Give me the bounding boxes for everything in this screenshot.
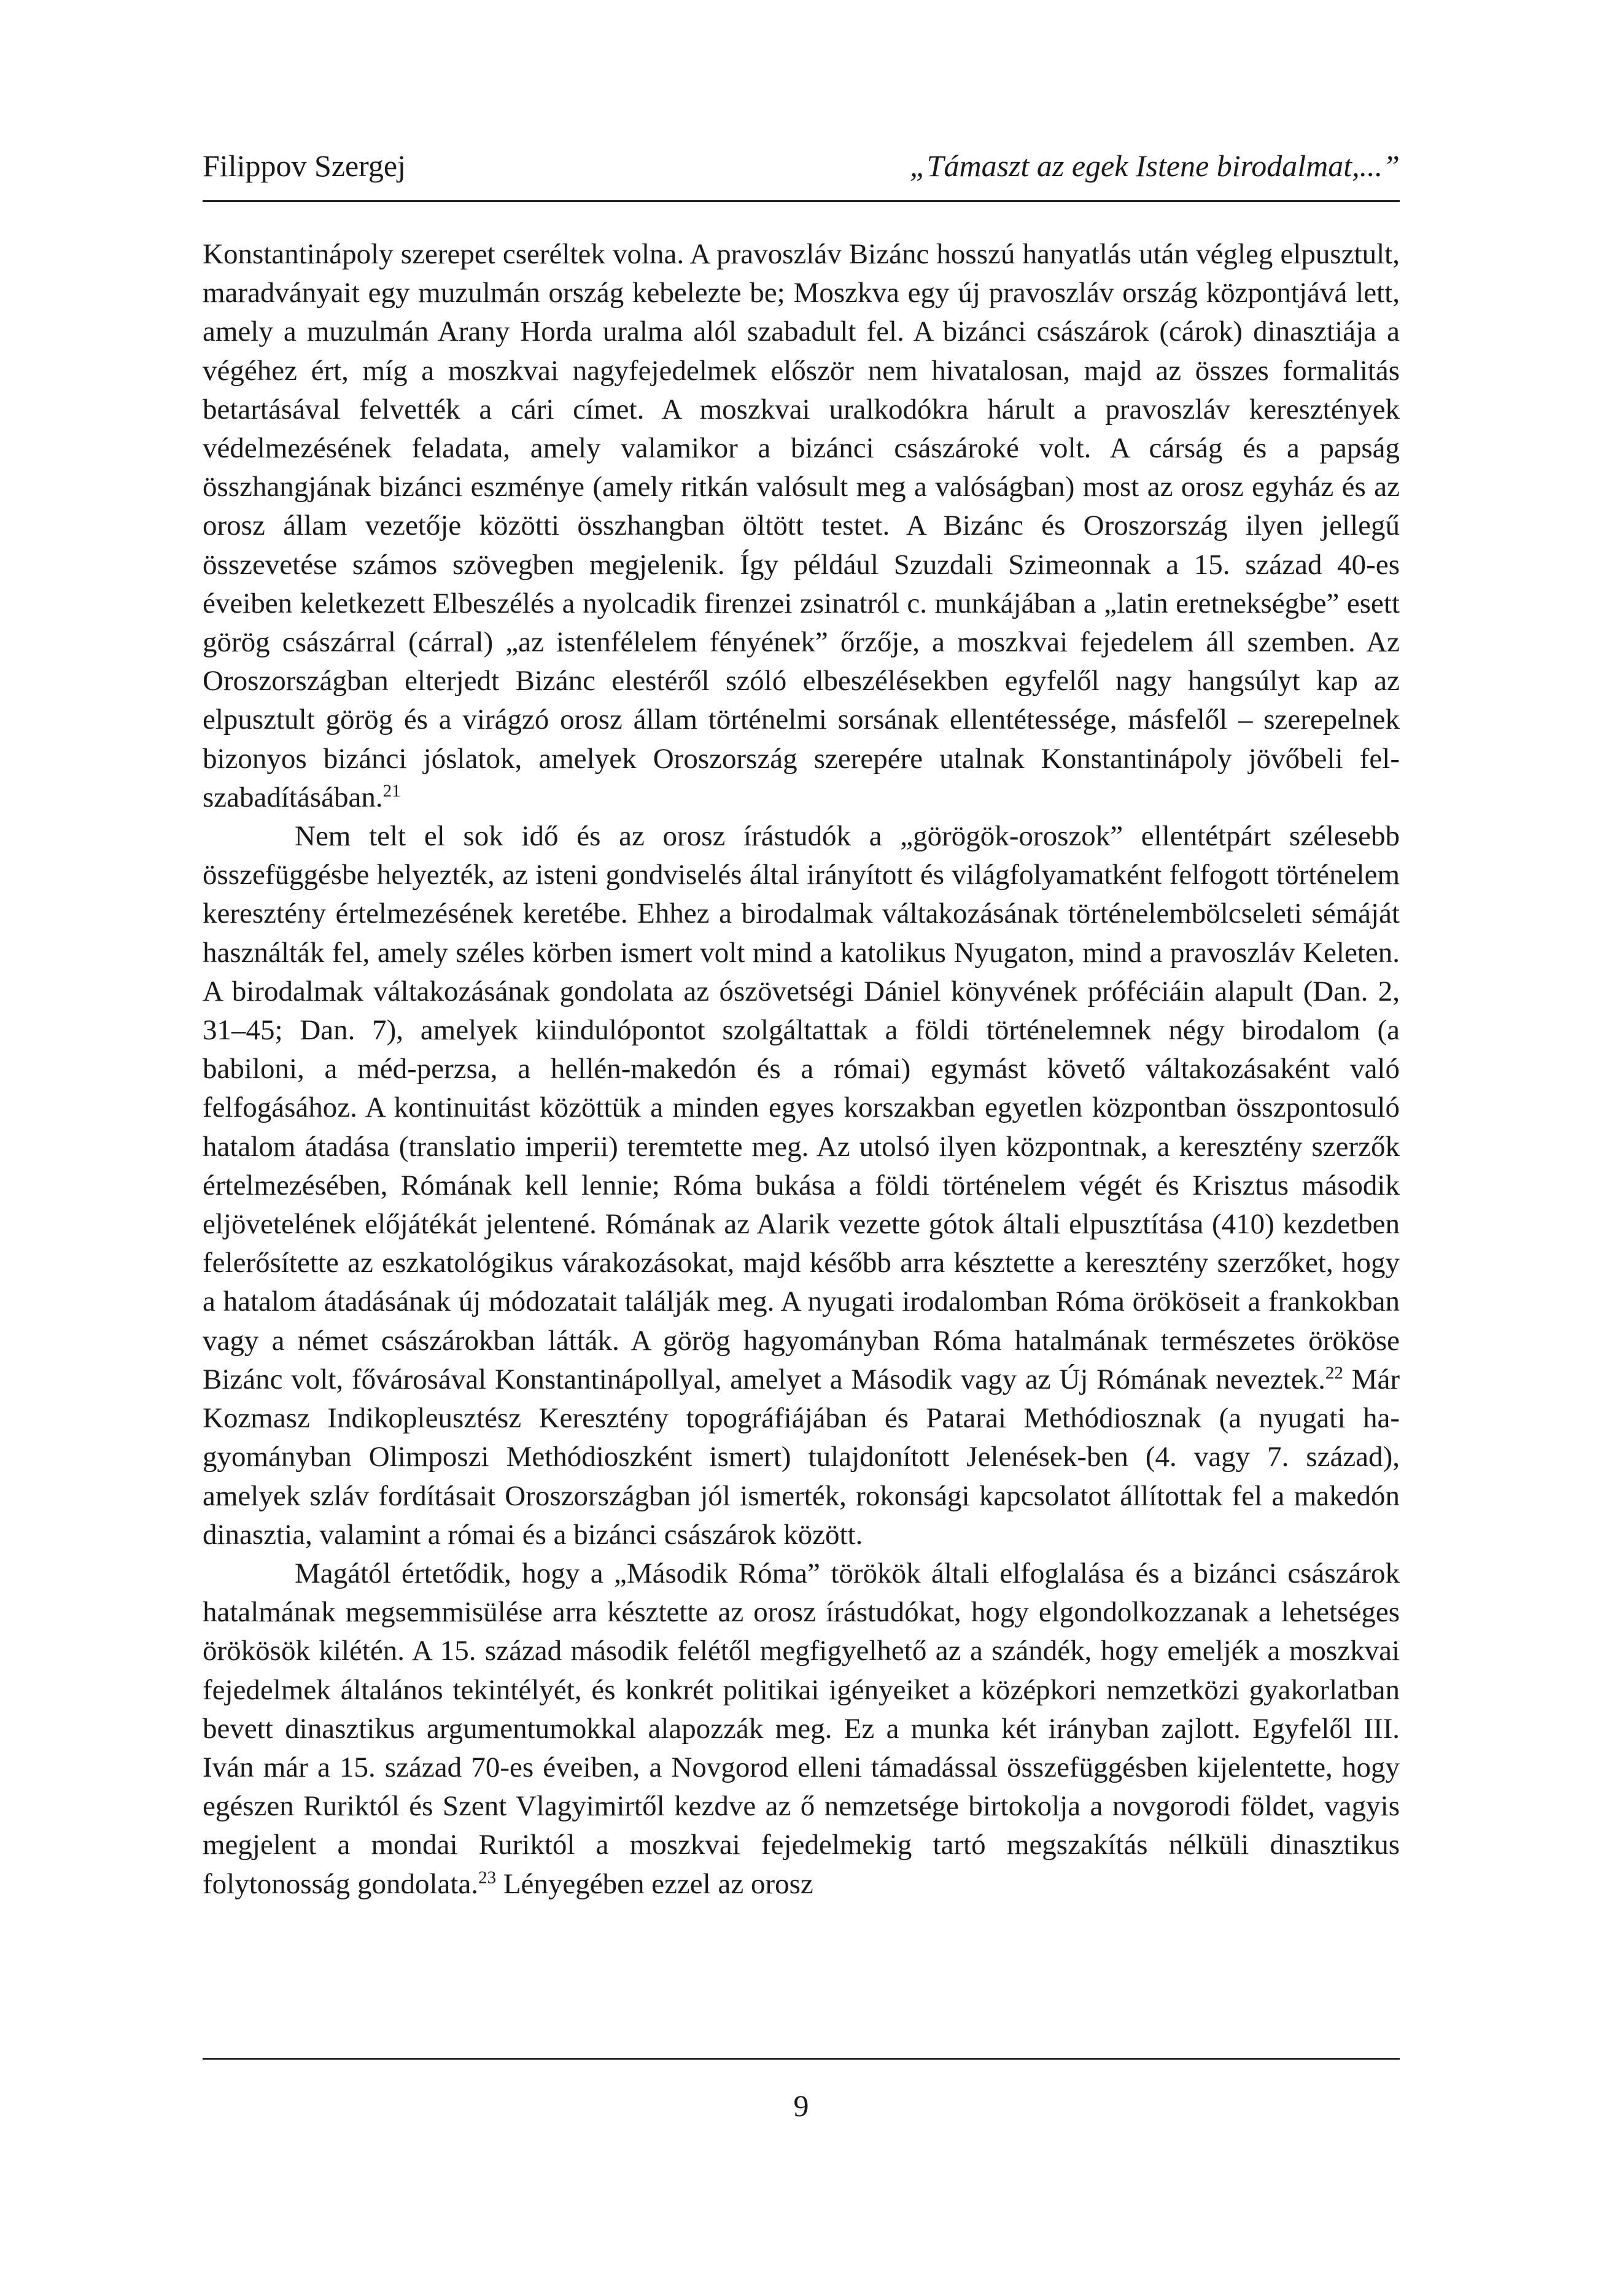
running-header <box>203 141 1400 190</box>
paragraph-2 <box>203 817 1400 1554</box>
paragraph-text-continued: Lényegében ezzel az orosz <box>496 1867 813 1900</box>
header-author: Filippov Szergej <box>203 149 406 183</box>
paragraph-text: Konstantinápoly szerepet cseréltek volna. A pravoszláv Bizánc hosszú hanyatlás után végleg elpusztult, maradványait egy muzulmán ország kebelezte be; Moszkva egy új pravoszláv ország központjává lett, amely a muzulmán Arany Horda uralma alól szabadult fel. A bizánci császárok (cárok) dinasztiája a végéhez ért, míg a moszkvai nagyfejedelmek először nem hivatalosan, majd az összes formalitás betartásával felvették a cári címet. A moszkvai uralkodókra hárult a pravoszláv keresztények védelmezésének feladata, amely valamikor a bizánci császároké volt. A cárság és a papság összhangjának bizánci eszménye (amely ritkán valósult meg a valóságban) most az orosz egyház és az orosz állam vezetője közötti összhangban öltött testet. A Bizánc és Oroszország ilyen jellegű összevetése számos szövegben megjelenik. Így például Szuzdali Szimeonnak a 15. század 40-es éveiben keletkezett Elbeszélés a nyolcadik firenzei zsinatról c. munkájában a „latin eretnekségbe” esett görög császárral (cárral) „az istenfélelem fényének” őrzője, a moszkvai fejedelem áll szemben. Az Oroszországban elterjedt Bizánc elestéről szóló elbeszélésekben egyfelől nagy hangsúlyt kap az elpusztult görög és a virágzó orosz állam történelmi sorsának ellentétessége, másfelől – szerepelnek bizonyos bizánci jóslatok, amelyek Oroszország szerepére utalnak Konstantinápoly jövőbeli felszabadításában. <box>203 238 1400 813</box>
paragraph-text-continued: Már Kozmasz Indikopleusztész Keresztény topográfiájában és Patarai Methódiosznak (a nyugati hagyományban Olimposzi Methódioszként ismert) tulajdonított Jelenések-ben (4. vagy 7. század), amelyek szláv fordításait Oroszországban jól ismerték, rokonsági kapcsolatot állítottak fel a makedón dinasztia, valamint a római és a bizánci császárok között. <box>203 1363 1400 1551</box>
body-text <box>203 235 1400 1904</box>
footnote-ref: 21 <box>382 781 401 801</box>
paragraph-text: Nem telt el sok idő és az orosz írástudók a „görögök-oroszok” ellentétpárt szélesebb összefüggésbe helyezték, az isteni gondviselés által irányított és világfolyamatként felfogott történelem keresztény értelmezésének keretébe. Ehhez a birodalmak váltakozásának történelembölcseleti sémáját használták fel, amely széles körben ismert volt mind a katolikus Nyugaton, mind a pravoszláv Keleten. A birodalmak váltakozásának gondolata az ószövetségi Dániel könyvének próféciáin alapult (Dan. 2, 31–45; Dan. 7), amelyek kiindulópontot szolgáltattak a földi történelemnek négy birodalom (a babiloni, a méd-perzsa, a hellén-makedón és a római) egymást követő váltakozásaként való felfogásához. A kontinuitást közöttük a minden egyes korszakban egyetlen központban összpontosuló hatalom átadása (translatio imperii) teremtette meg. Az utolsó ilyen központnak, a keresztény szerzők értelmezésében, Rómának kell lennie; Róma bukása a földi történelem végét és Krisztus második eljövetelének előjátékát jelentené. Rómának az Alarik vezette gótok általi elpusztítása (410) kezdetben felerősítette az eszkatológikus várakozásokat, majd később arra késztette a keresztény szerzőket, hogy a hatalom átadásának új módozatait találják meg. A nyugati irodalomban Róma örököseit a frankokban vagy a német császárokban látták. A görög hagyományban Róma hatalmának természetes örököse Bizánc volt, fővárosával Konstantinápollyal, amelyet a Második vagy az Új Rómának neveztek. <box>203 820 1400 1395</box>
page-number: 9 <box>793 2089 809 2123</box>
footnote-ref: 22 <box>1325 1363 1343 1383</box>
paragraph-1 <box>203 235 1400 817</box>
paragraph-3 <box>203 1554 1400 1904</box>
footer-rule <box>203 2058 1400 2060</box>
footnote-ref: 23 <box>478 1867 497 1887</box>
header-rule <box>203 200 1400 202</box>
paragraph-text: Magától értetődik, hogy a „Második Róma” törökök általi elfoglalása és a bizánci császárok hatalmának megsemmisülése arra késztette az orosz írástudókat, hogy elgondolkozzanak a lehetséges örökösök kilétén. A 15. század második felétől megfigyelhető az a szándék, hogy emeljék a moszkvai fejedelmek általános tekintélyét, és konkrét politikai igényeiket a középkori nemzetközi gyakorlatban bevett dinasztikus argumentumokkal alapozzák meg. Ez a munka két irányban zajlott. Egyfelől III. Iván már a 15. század 70-es éveiben, a Novgorod elleni támadással összefüggésben kijelentette, hogy egészen Ruriktól és Szent Vlagyimirtől kezdve az ő nemzetsége birtokolja a novgorodi földet, vagyis megjelent a mondai Ruriktól a moszkvai fejedelmekig tartó megszakítás nélküli dinasztikus folytonosság gondolata. <box>203 1557 1400 1900</box>
document-page <box>203 141 1400 2228</box>
header-title: „Támaszt az egek Istene birodalmat,...” <box>909 149 1400 183</box>
